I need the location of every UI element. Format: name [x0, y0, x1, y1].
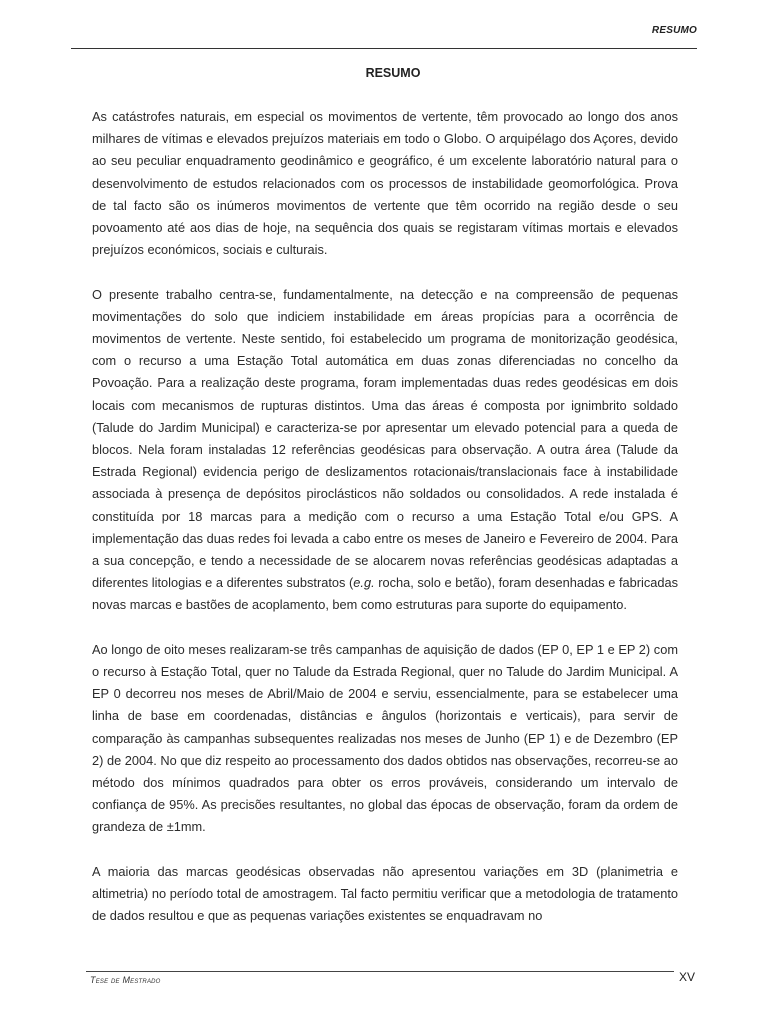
header-divider: [71, 48, 697, 49]
paragraph-2: [92, 284, 678, 617]
paragraph-4: A maioria das marcas geodésicas observadas não apresentou variações em 3D (planimetria e altimetria) no período total de amostragem. Tal facto permitiu verificar que a metodologia de tratamento de dados resultou e que as pequenas variações existentes se enquadravam no: [92, 863, 678, 924]
running-header: RESUMO: [651, 25, 697, 36]
page-number: XV: [678, 970, 695, 984]
footer-divider: [86, 971, 674, 972]
paragraph-2-text: O presente trabalho centra-se, fundamentalmente, na detecção e na compreensão de pequenas movimentações do solo que indiciem instabilidade em áreas propícias para a ocorrência de movimentos de vertente. Neste sentido, foi estabelecido um programa de monitorização geodésica, com o recurso a uma Estação Total automática em duas zonas diferenciadas no concelho da Povoação. Para a realização deste programa, foram implementadas duas redes geodésicas em dois locais com mecanismos de rupturas distintos. Uma das áreas é composta por ignimbrito soldado (Talude do Jardim Municipal) e caracteriza-se por apresentar um elevado potencial para a queda de blocos. Nela foram instaladas 12 referências geodésicas para observação. A outra área (Talude da Estrada Regional) evidencia perigo de deslizamentos rotacionais/translacionais face à instabilidade associada à presença de depósitos piroclásticos não soldados ou consolidados. A rede instalada é constituída por 18 marcas para a medição com o recurso a uma Estação Total e/ou GPS. A implementação das duas redes foi levada a cabo entre os meses de Janeiro e Fevereiro de 2004. Para a sua concepção, e tendo a necessidade de se alocarem novas referências geodésicas adaptadas a diferentes litologias e a diferentes substratos (: [92, 286, 678, 591]
page-title: RESUMO: [365, 66, 421, 80]
footer-label: Tese de Mestrado: [90, 975, 161, 985]
body-text: [92, 106, 678, 927]
paragraph-3: Ao longo de oito meses realizaram-se três campanhas de aquisição de dados (EP 0, EP 1 e EP 2) com o recurso à Estação Total, quer no Talude da Estrada Regional, quer no Talude do Jardim Municipal. A EP 0 decorreu nos meses de Abril/Maio de 2004 e serviu, essencialmente, para se estabelecer uma linha de base em coordenadas, distâncias e ângulos (horizontais e verticais), para servir de comparação às campanhas subsequentes realizadas nos meses de Junho (EP 1) e de Dezembro (EP 2) de 2004. No que diz respeito ao processamento dos dados obtidos nas observações, recorreu-se ao método dos mínimos quadrados para obter os erros prováveis, considerando um intervalo de confiança de 95%. As precisões resultantes, no global das épocas de observação, foram da ordem de grandeza de ±1mm.: [92, 641, 678, 835]
paragraph-1: As catástrofes naturais, em especial os movimentos de vertente, têm provocado ao longo dos anos milhares de vítimas e elevados prejuízos materiais em todo o Globo. O arquipélago dos Açores, devido ao seu peculiar enquadramento geodinâmico e geográfico, é um excelente laboratório natural para o desenvolvimento de estudos relacionados com os processos de instabilidade geomorfológica. Prova de tal facto são os inúmeros movimentos de vertente que têm ocorrido na região desde o seu povoamento até aos dias de hoje, na sequência dos quais se registaram vítimas mortais e elevados prejuízos económicos, sociais e culturais.: [92, 109, 678, 258]
paragraph-2-italic: e.g.: [353, 575, 375, 591]
paragraph-2-tail: rocha, solo e betão), foram desenhadas e fabricadas novas marcas e bastões de acoplamento, bem como estruturas para suporte do equipamento.: [92, 575, 679, 613]
